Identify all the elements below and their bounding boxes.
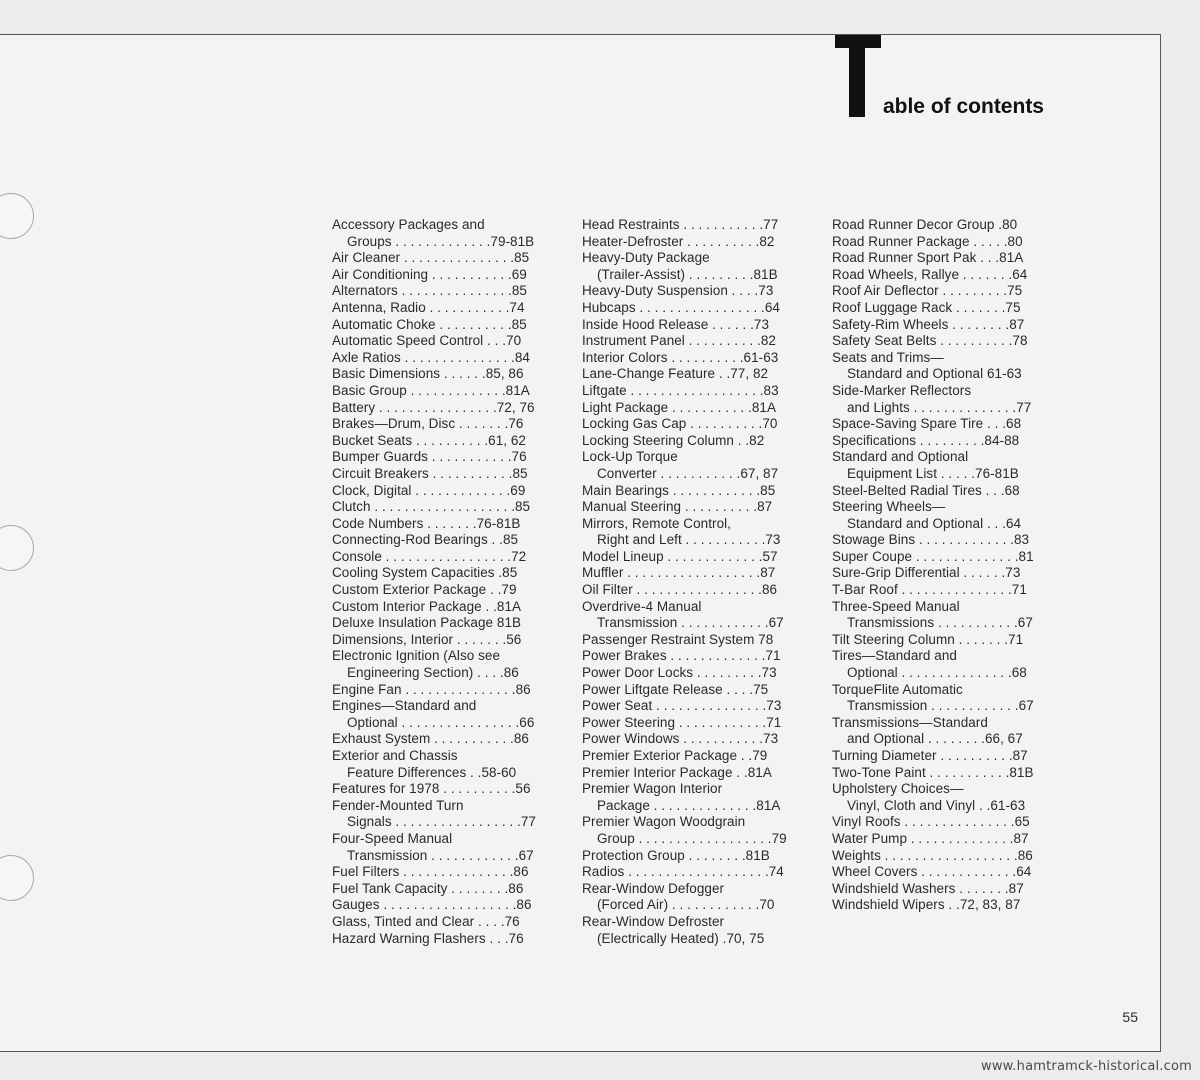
toc-entry xyxy=(832,632,1082,649)
toc-entry xyxy=(332,831,582,864)
toc-entry-continuation: and Optional . . . . . . . .66, 67 xyxy=(847,731,1023,747)
toc-entry-line: Roof Luggage Rack . . . . . . .75 xyxy=(832,299,1021,315)
toc-entry xyxy=(582,449,832,482)
toc-entry xyxy=(582,748,832,765)
toc-entry xyxy=(332,549,582,566)
toc-entry xyxy=(582,731,832,748)
title-initial-t xyxy=(835,35,881,117)
toc-entry-line: Locking Gas Cap . . . . . . . . . .70 xyxy=(582,416,778,432)
toc-entry xyxy=(332,350,582,367)
toc-entry-line: Light Package . . . . . . . . . . .81A xyxy=(582,399,776,415)
toc-entry-line: Space-Saving Spare Tire . . .68 xyxy=(832,416,1022,432)
toc-entry-line: Tilt Steering Column . . . . . . .71 xyxy=(832,631,1024,647)
toc-entry-line: Upholstery Choices— xyxy=(832,781,964,797)
toc-entry-line: Main Bearings . . . . . . . . . . . .85 xyxy=(582,482,776,498)
toc-entry xyxy=(832,499,1082,532)
toc-entry-line: Fuel Tank Capacity . . . . . . . .86 xyxy=(332,880,524,896)
toc-entry xyxy=(582,632,832,649)
toc-entry-continuation: and Lights . . . . . . . . . . . . . .77 xyxy=(847,399,1032,415)
toc-entry-line: Locking Steering Column . .82 xyxy=(582,432,765,448)
toc-entry-line: Two-Tone Paint . . . . . . . . . . .81B xyxy=(832,764,1034,780)
toc-entry-continuation: Package . . . . . . . . . . . . . .81A xyxy=(597,797,781,813)
toc-entry-line: Road Runner Decor Group .80 xyxy=(832,217,1018,232)
toc-entry-line: Brakes—Drum, Disc . . . . . . .76 xyxy=(332,416,524,432)
toc-entry-line: Power Liftgate Release . . . .75 xyxy=(582,681,769,697)
toc-entry xyxy=(332,383,582,400)
toc-entry-continuation: Signals . . . . . . . . . . . . . . . . .77 xyxy=(347,814,536,830)
toc-column-3 xyxy=(832,217,1082,947)
toc-entry-continuation: Standard and Optional . . .64 xyxy=(847,515,1022,531)
toc-entry xyxy=(582,217,832,234)
toc-entry-line: Windshield Wipers . .72, 83, 87 xyxy=(832,897,1021,913)
toc-entry-line: Clock, Digital . . . . . . . . . . . . .69 xyxy=(332,482,526,498)
toc-entry-line: Safety-Rim Wheels . . . . . . . .87 xyxy=(832,316,1025,332)
toc-entry-line: Features for 1978 . . . . . . . . . .56 xyxy=(332,781,531,797)
toc-entry-line: Premier Wagon Woodgrain xyxy=(582,814,746,830)
toc-entry xyxy=(832,317,1082,334)
toc-entry-line: Super Coupe . . . . . . . . . . . . . .81 xyxy=(832,548,1034,564)
toc-entry xyxy=(832,433,1082,450)
toc-entry xyxy=(332,632,582,649)
toc-entry xyxy=(582,383,832,400)
toc-entry-line: Road Runner Package . . . . .80 xyxy=(832,233,1023,249)
toc-entry xyxy=(332,798,582,831)
toc-entry xyxy=(332,582,582,599)
binder-hole xyxy=(0,855,34,901)
toc-entry xyxy=(332,317,582,334)
toc-entry-line: Hubcaps . . . . . . . . . . . . . . . . .64 xyxy=(582,299,780,315)
toc-entry xyxy=(832,897,1082,914)
toc-entry xyxy=(582,250,832,283)
toc-entry xyxy=(332,499,582,516)
toc-entry-line: Lock-Up Torque xyxy=(582,449,678,465)
toc-entry xyxy=(832,781,1082,814)
toc-entry-line: Mirrors, Remote Control, xyxy=(582,515,731,531)
toc-entry xyxy=(332,914,582,931)
toc-entry xyxy=(332,300,582,317)
binder-hole xyxy=(0,193,34,239)
toc-entry xyxy=(832,748,1082,765)
toc-entry xyxy=(582,416,832,433)
toc-entry-line: Heater-Defroster . . . . . . . . . .82 xyxy=(582,233,775,249)
toc-entry xyxy=(582,317,832,334)
toc-entry xyxy=(582,300,832,317)
toc-entry-line: Model Lineup . . . . . . . . . . . . .57 xyxy=(582,548,778,564)
toc-entry-continuation: (Forced Air) . . . . . . . . . . . .70 xyxy=(597,897,775,913)
toc-entry xyxy=(582,698,832,715)
toc-entry-line: Sure-Grip Differential . . . . . .73 xyxy=(832,565,1021,581)
toc-entry-continuation: Group . . . . . . . . . . . . . . . . . .79 xyxy=(597,830,787,846)
toc-entry-line: Glass, Tinted and Clear . . . .76 xyxy=(332,913,520,929)
toc-entry-line: Accessory Packages and xyxy=(332,217,485,232)
toc-entry-line: Power Door Locks . . . . . . . . .73 xyxy=(582,665,777,681)
toc-entry-line: Air Conditioning . . . . . . . . . . .69 xyxy=(332,266,527,282)
toc-entry xyxy=(332,897,582,914)
toc-entry xyxy=(582,499,832,516)
toc-entry-line: Heavy-Duty Suspension . . . .73 xyxy=(582,283,774,299)
toc-entry xyxy=(332,615,582,632)
toc-entry-line: Rear-Window Defogger xyxy=(582,880,725,896)
toc-entry xyxy=(582,814,832,847)
toc-entry-line: Custom Interior Package . .81A xyxy=(332,598,522,614)
toc-entry xyxy=(582,582,832,599)
toc-entry-continuation: Feature Differences . .58-60 xyxy=(347,764,517,780)
toc-entry xyxy=(582,599,832,632)
toc-entry-line: Steel-Belted Radial Tires . . .68 xyxy=(832,482,1020,498)
page-number: 55 xyxy=(1122,1009,1138,1025)
toc-entry xyxy=(582,781,832,814)
toc-entry-line: Battery . . . . . . . . . . . . . . . .72, 76 xyxy=(332,399,535,415)
toc-entry-line: Three-Speed Manual xyxy=(832,598,960,614)
toc-entry xyxy=(832,267,1082,284)
toc-entry xyxy=(332,599,582,616)
toc-entry-continuation: Standard and Optional 61-63 xyxy=(847,366,1022,382)
toc-entry-line: Cooling System Capacities .85 xyxy=(332,565,518,581)
toc-entry xyxy=(582,366,832,383)
toc-entry xyxy=(332,931,582,948)
toc-entry-line: Safety Seat Belts . . . . . . . . . .78 xyxy=(832,333,1028,349)
toc-entry-line: Engine Fan . . . . . . . . . . . . . . .86 xyxy=(332,681,531,697)
toc-entry-continuation: Optional . . . . . . . . . . . . . . .68 xyxy=(847,665,1027,681)
toc-entry xyxy=(582,715,832,732)
toc-entry-line: Premier Wagon Interior xyxy=(582,781,723,797)
toc-entry-line: Lane-Change Feature . .77, 82 xyxy=(582,366,769,382)
toc-entry xyxy=(582,864,832,881)
toc-entry-line: Dimensions, Interior . . . . . . .56 xyxy=(332,631,522,647)
toc-entry-line: Liftgate . . . . . . . . . . . . . . . . . .83 xyxy=(582,382,779,398)
toc-entry xyxy=(832,831,1082,848)
toc-entry xyxy=(332,698,582,731)
toc-entry-line: Fender-Mounted Turn xyxy=(332,797,464,813)
toc-entry-continuation: Groups . . . . . . . . . . . . .79-81B xyxy=(347,233,535,249)
toc-entry xyxy=(582,914,832,947)
toc-entry-line: Electronic Ignition (Also see xyxy=(332,648,501,664)
watermark-url: www.hamtramck-historical.com xyxy=(981,1059,1192,1074)
toc-entry-continuation: (Trailer-Assist) . . . . . . . . .81B xyxy=(597,266,778,282)
toc-entry-continuation: Transmission . . . . . . . . . . . .67 xyxy=(347,847,534,863)
toc-entry-line: Basic Group . . . . . . . . . . . . .81A xyxy=(332,382,530,398)
toc-entry xyxy=(332,217,582,250)
toc-entry xyxy=(332,433,582,450)
toc-column-1 xyxy=(332,217,582,947)
toc-entry xyxy=(832,765,1082,782)
toc-entry xyxy=(582,549,832,566)
toc-entry xyxy=(332,283,582,300)
toc-entry-continuation: Transmissions . . . . . . . . . . .67 xyxy=(847,615,1033,631)
toc-entry-continuation: Optional . . . . . . . . . . . . . . . .66 xyxy=(347,714,535,730)
toc-entry-line: Roof Air Deflector . . . . . . . . .75 xyxy=(832,283,1023,299)
toc-entry-continuation: Transmission . . . . . . . . . . . .67 xyxy=(847,698,1034,714)
toc-entry-line: Muffler . . . . . . . . . . . . . . . . . .87 xyxy=(582,565,776,581)
toc-entry-continuation: Transmission . . . . . . . . . . . .67 xyxy=(597,615,784,631)
toc-entry-line: Code Numbers . . . . . . .76-81B xyxy=(332,515,521,531)
binder-hole xyxy=(0,525,34,571)
toc-entry xyxy=(582,234,832,251)
toc-entry-line: Inside Hood Release . . . . . .73 xyxy=(582,316,770,332)
toc-entry-line: Transmissions—Standard xyxy=(832,714,988,730)
toc-entry-line: Rear-Window Defroster xyxy=(582,913,725,929)
toc-entry xyxy=(832,333,1082,350)
toc-entry xyxy=(832,881,1082,898)
toc-entry-line: Exterior and Chassis xyxy=(332,748,458,763)
toc-entry xyxy=(332,516,582,533)
toc-entry xyxy=(582,765,832,782)
toc-entry xyxy=(582,483,832,500)
toc-entry-line: Antenna, Radio . . . . . . . . . . .74 xyxy=(332,299,525,315)
toc-entry-line: Custom Exterior Package . .79 xyxy=(332,582,517,598)
toc-entry xyxy=(582,333,832,350)
toc-entry-continuation: Engineering Section) . . . .86 xyxy=(347,665,519,681)
toc-entry xyxy=(832,549,1082,566)
toc-columns xyxy=(332,217,1082,947)
toc-entry-line: Alternators . . . . . . . . . . . . . . .85 xyxy=(332,283,527,299)
toc-entry-line: Power Seat . . . . . . . . . . . . . . .73 xyxy=(582,698,782,714)
toc-entry-line: Power Brakes . . . . . . . . . . . . .71 xyxy=(582,648,781,664)
toc-entry xyxy=(582,665,832,682)
toc-entry-line: Instrument Panel . . . . . . . . . .82 xyxy=(582,333,776,349)
toc-entry xyxy=(832,848,1082,865)
toc-entry-line: Air Cleaner . . . . . . . . . . . . . . .85 xyxy=(332,250,530,266)
toc-entry-line: Passenger Restraint System 78 xyxy=(582,631,774,647)
toc-entry xyxy=(832,582,1082,599)
toc-entry xyxy=(332,483,582,500)
toc-entry xyxy=(582,433,832,450)
toc-entry xyxy=(832,648,1082,681)
toc-entry-line: Hazard Warning Flashers . . .76 xyxy=(332,930,524,946)
toc-entry xyxy=(332,748,582,781)
toc-entry-line: Oil Filter . . . . . . . . . . . . . . . . .86 xyxy=(582,582,778,598)
toc-entry-line: Wheel Covers . . . . . . . . . . . . .64 xyxy=(832,864,1032,880)
toc-entry xyxy=(332,366,582,383)
toc-entry xyxy=(332,400,582,417)
toc-entry xyxy=(832,814,1082,831)
toc-entry xyxy=(832,416,1082,433)
toc-entry-line: Road Wheels, Rallye . . . . . . .64 xyxy=(832,266,1028,282)
toc-entry-line: Turning Diameter . . . . . . . . . .87 xyxy=(832,748,1028,763)
toc-entry xyxy=(332,532,582,549)
toc-entry-line: Premier Exterior Package . .79 xyxy=(582,748,768,763)
toc-entry-line: T-Bar Roof . . . . . . . . . . . . . . .71 xyxy=(832,582,1027,598)
toc-entry-continuation: Right and Left . . . . . . . . . . .73 xyxy=(597,532,781,548)
toc-entry-line: Weights . . . . . . . . . . . . . . . . . .86 xyxy=(832,847,1033,863)
toc-entry xyxy=(332,864,582,881)
toc-entry xyxy=(332,416,582,433)
toc-entry xyxy=(832,715,1082,748)
document-page xyxy=(0,34,1161,1052)
toc-entry-line: Road Runner Sport Pak . . .81A xyxy=(832,250,1024,266)
toc-entry xyxy=(832,565,1082,582)
toc-entry xyxy=(582,565,832,582)
toc-entry-line: Fuel Filters . . . . . . . . . . . . . . .86 xyxy=(332,864,529,880)
toc-entry xyxy=(332,333,582,350)
toc-entry xyxy=(332,449,582,466)
toc-entry-line: Head Restraints . . . . . . . . . . .77 xyxy=(582,217,779,232)
toc-entry xyxy=(832,350,1082,383)
toc-entry-line: Heavy-Duty Package xyxy=(582,250,710,266)
toc-entry xyxy=(332,250,582,267)
toc-entry xyxy=(832,217,1082,234)
toc-entry xyxy=(332,881,582,898)
toc-entry-line: Tires—Standard and xyxy=(832,648,957,664)
toc-entry xyxy=(832,383,1082,416)
toc-entry-line: Stowage Bins . . . . . . . . . . . . .83 xyxy=(832,532,1030,548)
toc-entry xyxy=(832,532,1082,549)
toc-entry-line: Exhaust System . . . . . . . . . . .86 xyxy=(332,731,529,747)
toc-entry xyxy=(832,483,1082,500)
toc-entry xyxy=(582,283,832,300)
toc-entry xyxy=(332,648,582,681)
toc-entry-line: Circuit Breakers . . . . . . . . . . .85 xyxy=(332,465,528,481)
toc-column-2 xyxy=(582,217,832,947)
toc-entry-line: Engines—Standard and xyxy=(332,698,477,714)
toc-entry-line: Vinyl Roofs . . . . . . . . . . . . . . .65 xyxy=(832,814,1030,830)
toc-entry-line: Standard and Optional xyxy=(832,449,969,465)
toc-entry-line: Specifications . . . . . . . . .84-88 xyxy=(832,432,1020,448)
page-title xyxy=(835,35,1044,117)
toc-entry-line: Bucket Seats . . . . . . . . . .61, 62 xyxy=(332,432,526,448)
toc-entry-line: Four-Speed Manual xyxy=(332,830,453,846)
toc-entry xyxy=(832,682,1082,715)
toc-entry-line: Connecting-Rod Bearings . .85 xyxy=(332,532,519,548)
toc-entry-line: Manual Steering . . . . . . . . . .87 xyxy=(582,499,773,515)
toc-entry xyxy=(832,864,1082,881)
toc-entry-line: Basic Dimensions . . . . . .85, 86 xyxy=(332,366,524,382)
toc-entry xyxy=(582,682,832,699)
toc-entry-continuation: (Electrically Heated) .70, 75 xyxy=(597,930,765,946)
toc-entry-line: Premier Interior Package . .81A xyxy=(582,764,772,780)
toc-entry xyxy=(332,731,582,748)
toc-entry xyxy=(832,300,1082,317)
toc-entry-line: Clutch . . . . . . . . . . . . . . . . . . .85 xyxy=(332,499,531,515)
toc-entry-line: Power Windows . . . . . . . . . . .73 xyxy=(582,731,779,747)
toc-entry-line: Automatic Choke . . . . . . . . . .85 xyxy=(332,316,527,332)
toc-entry-line: Side-Marker Reflectors xyxy=(832,382,972,398)
toc-entry-line: Interior Colors . . . . . . . . . .61-63 xyxy=(582,349,779,365)
toc-entry-line: Axle Ratios . . . . . . . . . . . . . . .84 xyxy=(332,349,530,365)
toc-entry-line: Deluxe Insulation Package 81B xyxy=(332,615,522,631)
toc-entry-continuation: Equipment List . . . . .76-81B xyxy=(847,465,1019,481)
toc-entry xyxy=(332,267,582,284)
toc-entry xyxy=(832,599,1082,632)
toc-entry-line: Automatic Speed Control . . .70 xyxy=(332,333,522,349)
toc-entry xyxy=(582,881,832,914)
toc-entry-line: Steering Wheels— xyxy=(832,499,946,515)
toc-entry-line: Radios . . . . . . . . . . . . . . . . . . .74 xyxy=(582,864,784,880)
toc-entry xyxy=(582,400,832,417)
toc-entry xyxy=(832,250,1082,267)
toc-entry-continuation: Vinyl, Cloth and Vinyl . .61-63 xyxy=(847,797,1026,813)
toc-entry-line: Water Pump . . . . . . . . . . . . . .87 xyxy=(832,830,1029,846)
toc-entry xyxy=(332,682,582,699)
toc-entry-line: Seats and Trims— xyxy=(832,349,944,365)
toc-entry xyxy=(832,449,1082,482)
toc-entry xyxy=(582,350,832,367)
toc-entry-line: Gauges . . . . . . . . . . . . . . . . . .86 xyxy=(332,897,532,913)
toc-entry xyxy=(582,516,832,549)
toc-entry xyxy=(332,565,582,582)
toc-entry-line: Power Steering . . . . . . . . . . . .71 xyxy=(582,714,782,730)
toc-entry xyxy=(332,466,582,483)
toc-entry-line: TorqueFlite Automatic xyxy=(832,681,963,697)
title-text: able of contents xyxy=(882,95,1044,118)
toc-entry xyxy=(582,648,832,665)
toc-entry xyxy=(582,848,832,865)
toc-entry xyxy=(832,283,1082,300)
toc-entry-line: Protection Group . . . . . . . .81B xyxy=(582,847,770,863)
toc-entry xyxy=(832,234,1082,251)
toc-entry-continuation: Converter . . . . . . . . . . .67, 87 xyxy=(597,465,779,481)
toc-entry-line: Overdrive-4 Manual xyxy=(582,598,702,614)
toc-entry xyxy=(332,781,582,798)
toc-entry-line: Windshield Washers . . . . . . .87 xyxy=(832,880,1024,896)
toc-entry-line: Bumper Guards . . . . . . . . . . .76 xyxy=(332,449,527,465)
toc-entry-line: Console . . . . . . . . . . . . . . . . .72 xyxy=(332,548,527,564)
